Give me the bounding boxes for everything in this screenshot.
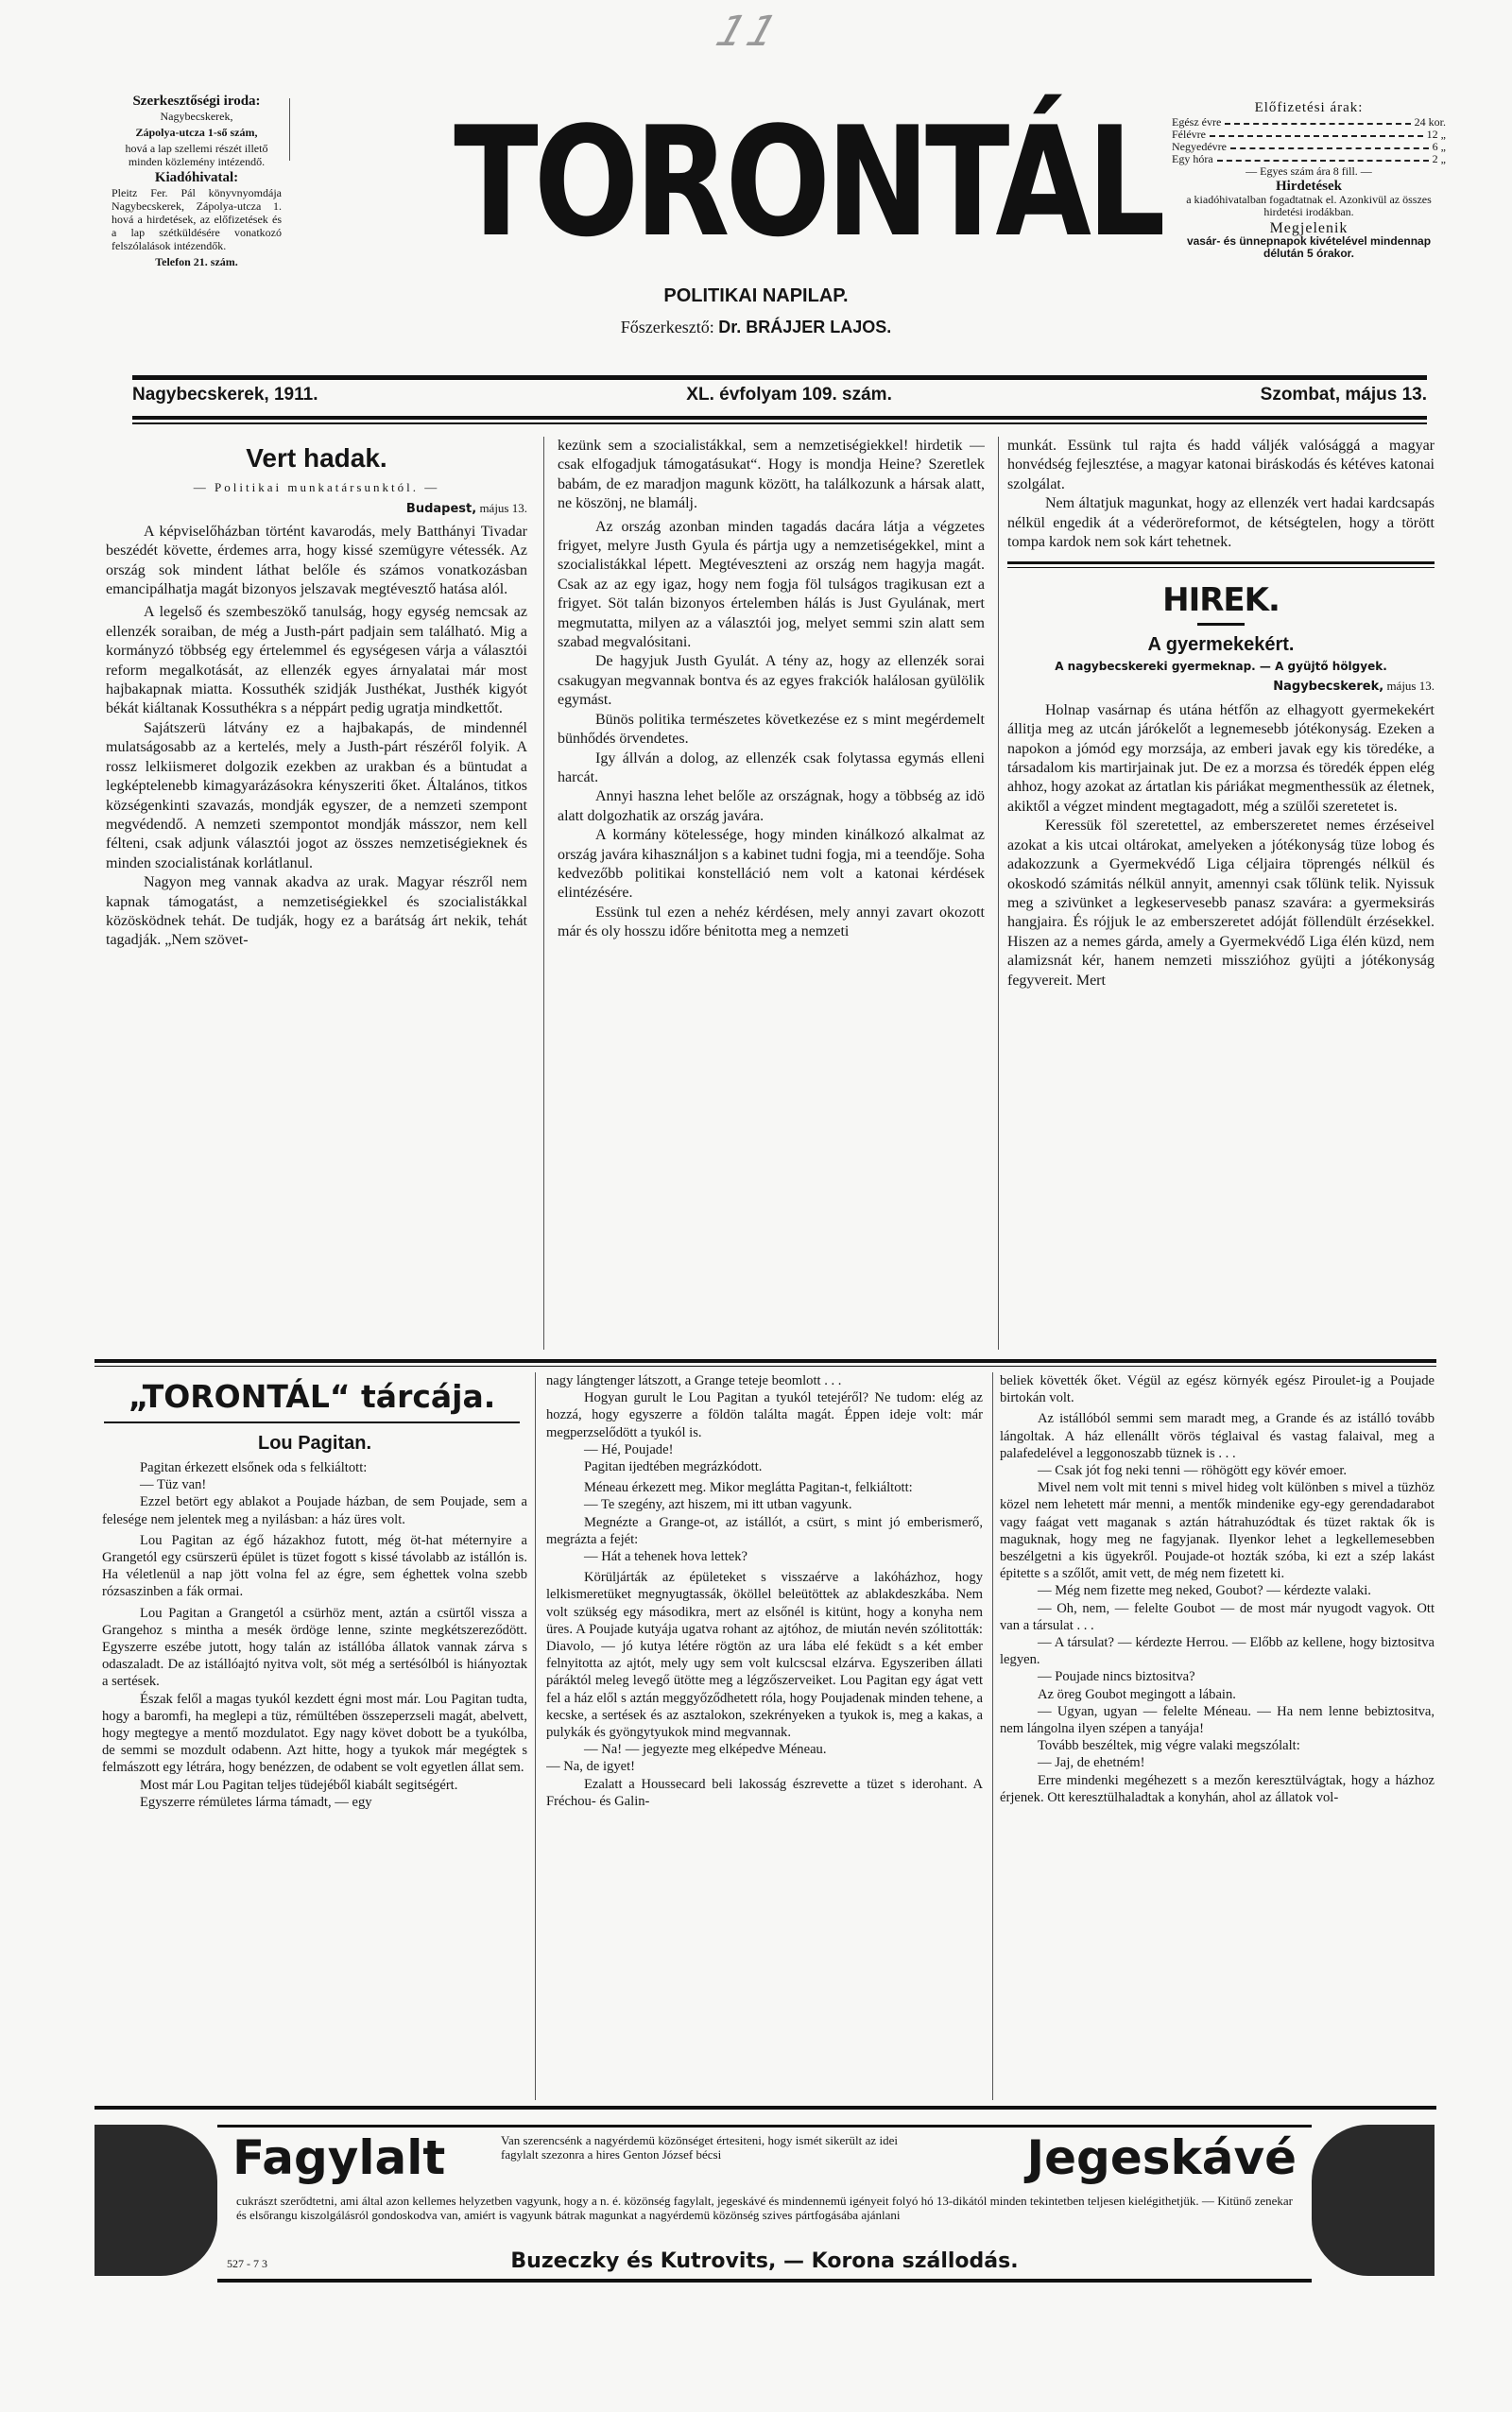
ad-top-rule — [94, 2106, 1436, 2110]
paragraph: Körüljárták az épületeket s visszaérve a lakóházhoz, hogy lelkismeretüket megnyugtassák, ököllel beleütöttek az ablakdeszkába. Nem volt szükség egy másodikra, mert az elsőnél is kitünt, hogy a konyha nem üres. A Poujade kutyája ugatva rohant az ajtóhoz, de miután nevén szólitották: Diavolo, — jó kutya létére rögtön az ura lába elé feküdt s a két ember felnyitotta az ajtót, mely ugy sem volt kulcscsal elzárva. Egyszeriben állati páráktól meleg levegő ütötte meg a légzőszerveiket. Lou Pagitan egy ágat vett fel a ház elől s aztán meggyőződhetett róla, hogy Poujadenak minden tehene, a kecske, a sertések és az asztalokon, szekrényeken a tyukok is, meg a kakas, a pulykák és gyöngytyukok mind megvannak. — [546, 1570, 983, 1741]
ad-ornament-right — [1312, 2125, 1435, 2276]
ad-content — [217, 2125, 1312, 2283]
paragraph: — Még nem fizette meg neked, Goubot? — kérdezte valaki. — [1038, 1583, 1371, 1599]
editorial-office-heading: Szerkesztőségi iroda: — [132, 94, 261, 109]
paragraph: Mivel nem volt mit tenni s mivel hideg volt különben s mivel a tüzhöz közel nem lehetett már menni, a mentők mindenike egy-egy gerendadarabot vagy faágat vett maganak s aztán hátrahuzódtak és tüzet raktak ők is maguknak, hogy meg ne fagyjanak. Ilyenkor lehet a legkellemesebben beszélgetni a kis ügyekről. Poujade-ot hozták szóba, ki ezt a szép lakást épitette s a szőlőt, amit vett, de még nem fizetett ki. — [1000, 1480, 1435, 1582]
paragraph: — Na, de igyet! — [546, 1759, 636, 1775]
advertisement — [94, 2125, 1435, 2276]
paragraph: Bünös politika természetes következése ez s mint megérdemelt bünhődés örvendetes. — [558, 711, 985, 748]
masthead-subscription — [1172, 102, 1446, 260]
paragraph: beliek követték őket. Végül az egész környék egész Piroulet-ig a Poujade birtokán volt. — [1000, 1373, 1435, 1406]
dateline-date: május 13. — [1386, 679, 1435, 694]
appears-heading: Megjelenik — [1269, 220, 1349, 236]
paragraph: — Poujade nincs biztositva? — [1038, 1669, 1195, 1685]
ad-signature: Buzeczky és Kutrovits, — Korona szállodás. — [510, 2249, 1019, 2273]
ad-word-jegeskave: Jegeskávé — [1026, 2130, 1297, 2185]
paragraph: — Csak jót fog neki tenni — röhögött egy kövér emoer. — [1038, 1463, 1348, 1479]
paragraph: Megnézte a Grange-ot, az istállót, a csürt, s mint jó emberismerő, megrázta a fejét: — [546, 1514, 983, 1547]
lead-article-title: Vert hadak. — [246, 443, 387, 473]
column-divider — [535, 1372, 536, 2100]
paragraph: — Hé, Poujade! — [584, 1441, 674, 1457]
feuilleton-column-3 — [1000, 1372, 1435, 2098]
dateline-place: Nagybecskerek, — [1273, 680, 1384, 695]
masthead-editorial-office — [112, 95, 282, 271]
paragraph: — Ugyan, ugyan — felelte Méneau. — Ha nem lenne bebiztositva, nem lángolna ilyen szépen a tanyája! — [1000, 1703, 1435, 1737]
column-divider — [998, 437, 999, 1350]
publisher-heading: Kiadóhivatal: — [154, 170, 239, 185]
paragraph: kezünk sem a szocialistákkal, sem a nemzetiségiekkel! hirdetik — csak elfogadjuk támogatásukat“. Hogy is mondja Heine? Szeretlek babám, de ez maradjon magunk között, ha találkozunk a hársak alatt, ne köszönj, ne blamálj. — [558, 438, 985, 512]
ads-heading: Hirdetések — [1276, 179, 1342, 194]
price-label: Negyedévre — [1172, 140, 1227, 153]
column-3 — [1007, 437, 1435, 1350]
ad-ornament-left — [94, 2125, 217, 2276]
short-rule — [1197, 623, 1245, 626]
paragraph: Pagitan érkezett elsőnek oda s felkiáltott: — [140, 1460, 368, 1475]
handwritten-page-number: 11 — [710, 8, 787, 56]
subscription-heading: Előfizetési árak: — [1254, 100, 1364, 115]
paragraph: Nem áltatjuk magunkat, hogy az ellenzék vert hadai kardcsapás nélkül engedik át a véderöreformot, de kétségtelen, hogy a törött tompa kardok nem sok kárt tehetnek. — [1007, 495, 1435, 551]
paragraph: — Hát a tehenek hova lettek? — [584, 1549, 748, 1565]
lead-article-column-2 — [558, 437, 985, 1350]
editorial-note: hová a lap szellemi részét illető minden közlemény intézendő. — [125, 142, 268, 168]
paragraph: Pagitan ijedtében megrázkódott. — [584, 1459, 763, 1475]
paragraph: Sajátszerü látvány ez a hajbakapás, de mindennél mulatságosabb az a kertelés, mely a Justh-párt részéről folyik. A rossz lelkiismeret dolgozik ezekben az urakban és a büntudat a legképtelenebb kimagyarázásokra kényszeriti őket. Általános, titkos községenkinti szavazás, mondják egyszer, de a nemzeti szempont megvédendő. A nemzeti szempontot mondják másszor, nem kell félteni, csak adjunk választói jogot az összes nemzetiségieknek és minden szocialistának korlátlanul. — [106, 719, 527, 871]
feuilleton-title: „TORONTÁL“ tárcája. — [128, 1378, 496, 1415]
price-row — [1172, 116, 1446, 129]
feuilleton-column-1 — [102, 1431, 527, 2098]
paragraph: Keressük föl szeretettel, az emberszeretet nemes érzéseivel azokat a kis utcai oltárokat, amelyeken a jótékonyság tüze lobog és adakozzunk a Gyermekvédő Liga céljaira töprengés nélkül és okoskodó számitás nélkül annyit, amennyi csak tőlünk telik. Nyissuk meg a szivünket a legkeservesebb panasz szavára: a gyermeksirás hangjaira. És rójjuk le az emberszeretet adóját föllendült érzésekkel. Hiszen az a nemes gárda, amely a Gyermekvédő Liga élén küzd, nem alamizsnát kér, hanem nemzeti misszióhoz gyüjti a jótékonyság fegyvereit. Mert — [1007, 818, 1435, 989]
editor-label: Főszerkesztő: — [620, 318, 714, 336]
paragraph: Egyszerre rémületes lárma támadt, — egy — [140, 1794, 372, 1810]
paragraph: — Na! — jegyezte meg elképedve Méneau. — [584, 1742, 827, 1758]
price-value: 24 kor. — [1414, 115, 1446, 129]
price-label: Félévre — [1172, 128, 1206, 141]
paragraph: Annyi haszna lehet belőle az országnak, hogy a többség az idö alatt dolgozhatik az ország javára. — [558, 788, 985, 824]
news-headline: A gyermekekért. — [1147, 634, 1295, 656]
paragraph: Méneau érkezett meg. Mikor meglátta Pagitan-t, felkiáltott: — [584, 1480, 913, 1496]
newspaper-title: TORONTÁL — [454, 94, 1161, 270]
paragraph: Igy állván a dolog, az ellenzék csak folytassa egymás elleni harcát. — [558, 749, 985, 785]
price-label: Egy hóra — [1172, 152, 1213, 165]
paragraph: Most már Lou Pagitan teljes tüdejéből kiabált segitségért. — [140, 1777, 458, 1793]
paragraph: Az ország azonban minden tagadás dacára látja a végzetes frigyet, melyre Justh Gyula és pártja ugy a nemzetiségekkel, mint a szocialistákkal lépett. Megtéveszteni az ország nem hagyja magát. Csak az az egy igaz, hogy nem fogja föl tulságos tragikusan ezt a frigyet. Söt talán bizonyos értelemben hálás is Just Gyulának, mert megmutatta, milyen az a választói jog, melyet semmi szin alatt sem szabad megvalósitani. — [558, 518, 985, 651]
paragraph: De hagyjuk Justh Gyulát. A tény az, hogy az ellenzék sorai csakugyan megvannak bontva és az egyes frakciók halálosan gyülölik egymást. — [558, 653, 985, 709]
date-rule-2 — [132, 422, 1427, 424]
paragraph: Nagyon meg vannak akadva az urak. Magyar részről nem kapnak támogatást, a nemzetiségiekkel és szocialistákkal közösködnek tehát. De tudják, hogy ez a barátság árt nekik, tehát tagadják. „Nem szövet- — [106, 874, 527, 949]
column-divider — [992, 1372, 993, 2100]
editorial-address: Zápolya-utcza 1-ső szám, — [135, 126, 258, 139]
ad-code: 527 - 7 3 — [227, 2257, 267, 2270]
paragraph: A képviselőházban történt kavarodás, mely Batthányi Tivadar beszédét követte, érdemes arra, hogy kissé szemügyre vétessék. Az ország sok mindent láthat belőle és számos vonatkozásban emancipálhatja magát bizonyos jelszavak megtévesztő hatása alól. — [106, 523, 527, 598]
lead-article-dateline — [106, 499, 527, 519]
appears-text: vasár- és ünnepnapok kivételével mindennap délután 5 órakor. — [1186, 234, 1432, 260]
price-value: 2 „ — [1432, 152, 1446, 165]
paragraph: Az öreg Goubot megingott a lábain. — [1038, 1686, 1236, 1702]
editor-in-chief — [567, 318, 945, 337]
story-title: Lou Pagitan. — [258, 1433, 371, 1454]
paragraph: — A társulat? — kérdezte Herrou. — Előbb az kellene, hogy biztositva legyen. — [1000, 1635, 1435, 1668]
date-rule-1 — [132, 416, 1427, 420]
price-value: 12 „ — [1426, 128, 1446, 141]
paragraph: A kormány kötelessége, hogy minden kinálkozó alkalmat az ország javára kihasználjon s a kabinet tudni fogja, mi a teendője. Soha kedvezőbb politikai konstelláció nem volt a katonai kérdések elintézésére. — [558, 827, 985, 902]
date-bar — [132, 382, 1427, 408]
news-section-title: HIREK. — [1162, 581, 1280, 620]
single-issue-price: — Egyes szám ára 8 fill. — — [1246, 164, 1372, 178]
newspaper-subtitle: POLITIKAI NAPILAP. — [663, 285, 849, 306]
paragraph: Tovább beszéltek, mig végre valaki megszólalt: — [1038, 1738, 1300, 1754]
place-year: Nagybecskerek, 1911. — [132, 385, 318, 405]
issue-number: XL. évfolyam 109. szám. — [686, 385, 892, 405]
section-rule — [1007, 561, 1435, 568]
ad-intro: Van szerencsénk a nagyérdemü közönséget értesiteni, hogy ismét sikerült az idei fagylalt szezonra a hires Genton József bécsi — [501, 2133, 898, 2162]
price-label: Egész évre — [1172, 115, 1222, 129]
dateline-place: Budapest, — [405, 502, 477, 517]
paragraph: Holnap vasárnap és utána hétfőn az elhagyott gyermekekért állitja meg az utcán járókelőt a legnemesebb jótékonyság. Ezeken a napokon a jómód egy morzsája, az emberi javak egy kis töredéke, a társadalom kis martirjainak jut. De ez a morzsa és töredék éppen elég ahhoz, hogy azokat az ártatlan kis páriákat megmenthessük az életnek, akiktől a végzet mindent megtagadott, még a szülői szeretetet is. — [1007, 701, 1435, 815]
paragraph: — Te szegény, azt hiszem, mi itt utban vagyunk. — [584, 1497, 852, 1513]
editorial-city: Nagybecskerek, — [160, 110, 233, 123]
telephone: Telefon 21. szám. — [155, 255, 238, 268]
editor-name: Dr. BRÁJJER LAJOS. — [718, 318, 892, 336]
lead-article-column-1 — [106, 437, 527, 1350]
ad-word-fagylalt: Fagylalt — [232, 2130, 446, 2185]
paragraph: munkát. Essünk tul rajta és hadd váljék valósággá a magyar honvédség fejlesztése, a magyar katonai biráskodás és kétéves katonai szolgálat. — [1007, 438, 1435, 492]
paragraph: Ezzel betört egy ablakot a Poujade házban, de sem Poujade, sem a felesége nem jelentek meg a nyilásban: a ház üres volt. — [102, 1494, 527, 1527]
paragraph: nagy lángtenger látszott, a Grange teteje beomlott . . . — [546, 1373, 842, 1388]
news-dateline — [1007, 677, 1435, 697]
issue-date: Szombat, május 13. — [1260, 385, 1427, 405]
paragraph: — Jaj, de ehetném! — [1038, 1755, 1145, 1771]
paragraph: Észak felől a magas tyukól kezdett égni most már. Lou Pagitan tudta, hogy a baromfi, ha meglepi a tüz, rémültében összeperzseli magát, abelvett, hogy megtegye a mentő mozdulatot. Egy nagy követ dobott be a tyukólba, de semmi se mozdult odabenn. Azt hitte, hogy a tyukok már megégtek s felmászott egy létrára, hogy benézzen, de odabent se volt egyetlen állat sem. — [102, 1691, 527, 1776]
feuilleton-rule — [94, 1359, 1436, 1363]
ads-text: a kiadóhivatalban fogadtatnak el. Azonkivül az összes hirdetési irodákban. — [1186, 193, 1432, 218]
column-divider — [543, 437, 544, 1350]
publisher-text: Pleitz Fer. Pál könyvnyomdája Nagybecskerek, Zápolya-utcza 1. hová a hirdetések, az előfizetések és a lap szétküldésére vonatkozó felszólalások intézendők. — [112, 186, 282, 252]
paragraph: Az istállóból semmi sem maradt meg, a Grande és az istálló tovább lángoltak. A ház ellenállt vörös téglaival és vastag falaival, meg a palafedelével a leggonoszabb tüznek is . . . — [1000, 1411, 1435, 1461]
masthead-divider — [289, 98, 290, 161]
news-lead: A nagybecskereki gyermeknap. — A gyüjtő hölgyek. — [1055, 660, 1387, 674]
paragraph: Essünk tul ezen a nehéz kérdésen, mely annyi zavart okozott már és oly hosszu időre bénitotta meg a nemzeti — [558, 904, 985, 940]
feuilleton-rule-thin — [94, 1366, 1436, 1367]
top-rule — [132, 375, 1427, 380]
paragraph: Hogyan gurult le Lou Pagitan a tyukól tetejéről? Ne tudom: elég az hozzá, hogy egyszerre a földön találta magát. Éppen ideje volt: már megperzselődött a tyukól is. — [546, 1390, 983, 1440]
dateline-date: május 13. — [479, 501, 527, 516]
price-value: 6 „ — [1432, 140, 1446, 153]
feuilleton-column-2 — [546, 1372, 983, 2098]
paragraph: Lou Pagitan az égő házakhoz futott, még öt-hat méternyire a Grangetól egy csürszerü épület is tüzet fogott s kissé távolabb az istállón is. Ha véletlenül a nap jött volna fel az égre, sem éghettek volna szebb rózsaszinben a fák ormai. — [102, 1532, 527, 1600]
paragraph: Ezalatt a Houssecard beli lakosság észrevette a tüzet s iderohant. A Fréchou- és Galin- — [546, 1776, 983, 1809]
paragraph: Lou Pagitan a Grangetól a csürhöz ment, aztán a csürtől vissza a Grangehoz s mintha a mesék ördöge lenne, szinte megkétszereződött. Egyszerre eszébe jutott, hogy talán az istállóba állatok vannak zárva s odaszaladt. De az istállóajtó nyitva volt, söt még a sertésólból is hiányoztak a sertések. — [102, 1605, 527, 1690]
ad-body: cukrászt szerődtetni, ami által azon kellemes helyzetben vagyunk, hogy a n. é. közönség fagylalt, jegeskávé és mindennemü igényeit folyó hó 13-dikától minden tekintetben teljesen kielégithetjük. — Kitünő zenekar és elsőrangu kiszolgálásról gondoskodva van, amiért is vagyunk bátrak magunkat a nagyérdemü közönség szives pártfogásába ajánlani — [236, 2194, 1293, 2222]
lead-article-byline: — Politikai munkatársunktól. — — [193, 480, 440, 494]
paragraph: — Tüz van! — [140, 1477, 207, 1493]
paragraph: — Oh, nem, — felelte Goubot — de most már nyugodt vagyok. Ott van a társulat . . . — [1000, 1600, 1435, 1633]
paragraph: A legelső és szembeszökő tanulság, hogy egység nemcsak az ellenzék soraiban, de még a Justh-párt padjain sem található. Mig a kormányzó többség egy értelemmel és egységesen várja a választói reform megalkotását, az ellenzék egyes árnyalatai már most hajbakapnak miatta. Kossuthék szidják Justhékat, Justhék kigyót békát kiáltanak Kossuthékra s a néppárt pedig ugratja mindkettőt. — [106, 604, 527, 717]
paragraph: Erre mindenki megéhezett s a mezőn keresztülvágtak, hogy a házhoz érjenek. Ott keresztülhaladtak a konyhán, ahol az állatok vol- — [1000, 1772, 1435, 1805]
feuilleton-title-rule — [104, 1421, 520, 1423]
